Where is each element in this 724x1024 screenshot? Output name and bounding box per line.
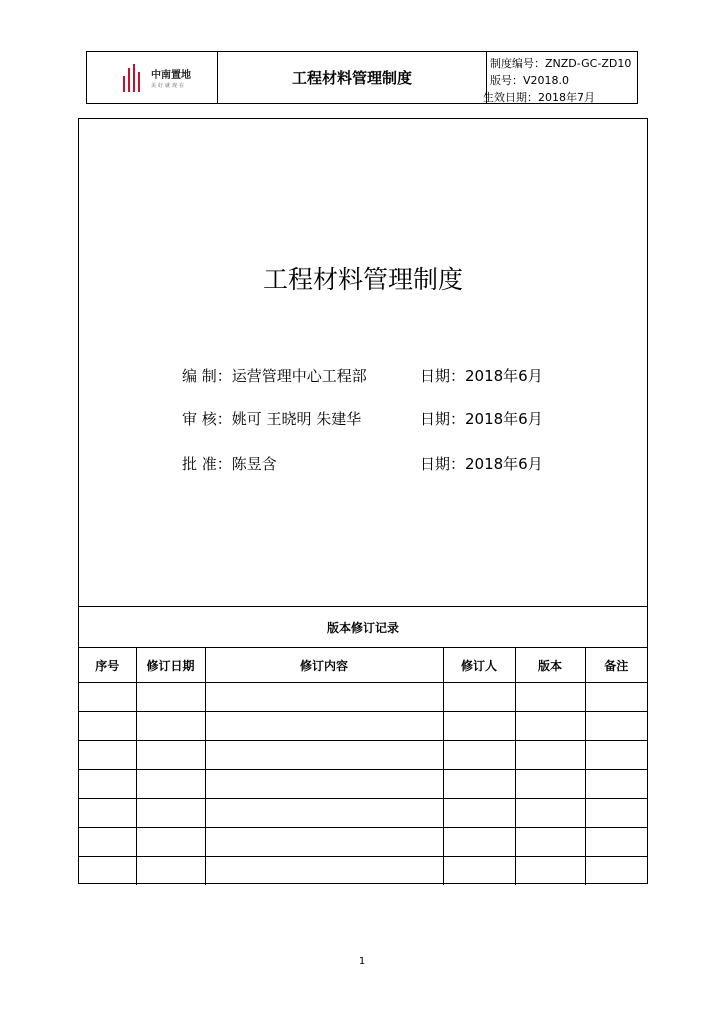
table-row xyxy=(79,828,647,857)
compiler-date: 日期：2018年6月 xyxy=(420,367,543,385)
col-header: 备注 xyxy=(585,648,647,683)
reviewer-label: 审 核：姚可 王晓明 朱建华 xyxy=(182,410,362,428)
table-cell xyxy=(515,799,585,828)
col-header: 修订人 xyxy=(443,648,515,683)
company-logo-icon xyxy=(123,64,143,92)
logo-cell xyxy=(87,52,218,103)
table-cell xyxy=(79,857,136,886)
table-cell xyxy=(79,712,136,741)
col-header: 修订内容 xyxy=(205,648,443,683)
table-cell xyxy=(205,741,443,770)
table-cell xyxy=(585,712,647,741)
header-title: 工程材料管理制度 xyxy=(218,52,487,103)
table-cell xyxy=(205,770,443,799)
table-cell xyxy=(205,712,443,741)
table-cell xyxy=(79,770,136,799)
table-cell xyxy=(585,741,647,770)
table-cell xyxy=(205,828,443,857)
table-cell xyxy=(515,770,585,799)
table-cell xyxy=(205,857,443,886)
table-cell xyxy=(443,770,515,799)
table-header-row xyxy=(79,648,647,683)
table-cell xyxy=(136,683,205,712)
table-row xyxy=(79,741,647,770)
table-row xyxy=(79,857,647,886)
logo-name: 中南置地 xyxy=(151,70,191,81)
table-cell xyxy=(585,828,647,857)
doc-code: 制度编号：ZNZD-GC-ZD10 xyxy=(490,57,632,70)
table-cell xyxy=(136,799,205,828)
table-row xyxy=(79,770,647,799)
table-cell xyxy=(136,828,205,857)
table-cell xyxy=(79,741,136,770)
approver-date: 日期：2018年6月 xyxy=(420,455,543,473)
compiler-label: 编 制：运营管理中心工程部 xyxy=(182,367,367,385)
table-cell xyxy=(443,683,515,712)
table-cell xyxy=(515,683,585,712)
reviewer-date: 日期：2018年6月 xyxy=(420,410,543,428)
doc-version: 版号：V2018.0 xyxy=(490,74,570,87)
logo-slogan: 美好就现在 xyxy=(151,83,187,89)
table-row xyxy=(79,712,647,741)
table-cell xyxy=(515,828,585,857)
table-cell xyxy=(585,683,647,712)
table-cell xyxy=(585,770,647,799)
table-cell xyxy=(585,799,647,828)
table-cell xyxy=(136,857,205,886)
header-meta xyxy=(483,52,637,104)
table-cell xyxy=(515,741,585,770)
table-cell xyxy=(515,712,585,741)
table-cell xyxy=(205,799,443,828)
table-cell xyxy=(443,799,515,828)
table-cell xyxy=(515,857,585,886)
table-cell xyxy=(136,770,205,799)
table-cell xyxy=(585,857,647,886)
revision-record-title: 版本修订记录 xyxy=(79,606,647,647)
table-row xyxy=(79,799,647,828)
document-body xyxy=(78,118,648,884)
col-header: 修订日期 xyxy=(136,648,205,683)
page-number: 1 xyxy=(358,956,366,967)
table-cell xyxy=(443,741,515,770)
document-header xyxy=(86,51,638,104)
table-cell xyxy=(136,741,205,770)
revision-table xyxy=(79,647,647,885)
approver-label: 批 准：陈昱含 xyxy=(182,455,277,473)
table-cell xyxy=(443,828,515,857)
col-header: 序号 xyxy=(79,648,136,683)
table-cell xyxy=(443,712,515,741)
table-cell xyxy=(79,828,136,857)
table-cell xyxy=(205,683,443,712)
effective-date: 生效日期：2018年7月 xyxy=(483,91,595,104)
page-title: 工程材料管理制度 xyxy=(262,265,463,294)
table-cell xyxy=(136,712,205,741)
table-cell xyxy=(443,857,515,886)
col-header: 版本 xyxy=(515,648,585,683)
table-row xyxy=(79,683,647,712)
table-cell xyxy=(79,799,136,828)
table-cell xyxy=(79,683,136,712)
